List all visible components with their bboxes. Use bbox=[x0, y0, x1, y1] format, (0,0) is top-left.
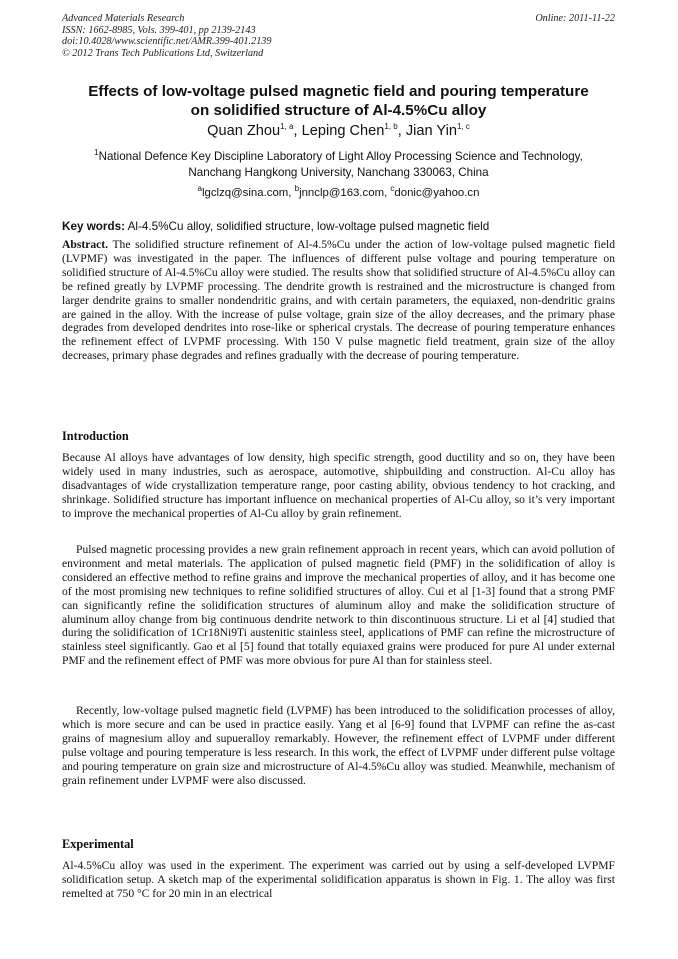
title-line-1: Effects of low-voltage pulsed magnetic field and pouring temperature bbox=[88, 83, 589, 100]
journal-name: Advanced Materials Research bbox=[62, 13, 185, 24]
affiliation-mark: 1 bbox=[94, 148, 99, 158]
title-line-2: on solidified structure of Al-4.5%Cu alloy bbox=[190, 102, 487, 119]
experimental-paragraph-1: Al-4.5%Cu alloy was used in the experiment. The experiment was carried out by using a self-developed LVPMF solidification setup. A sketch map of the experimental solidification apparatus is shown in Fig. 1. The alloy was first remelted at 750 °C for 20 min in an electrical bbox=[62, 859, 615, 900]
author-affil-mark: 1, b bbox=[384, 122, 398, 132]
keywords bbox=[62, 220, 615, 234]
journal-header bbox=[62, 13, 615, 59]
author-name: Jian Yin bbox=[405, 123, 457, 139]
affiliation-line-1: National Defence Key Discipline Laboratory of Light Alloy Processing Science and Technology, bbox=[98, 150, 583, 163]
intro-paragraph-2: Pulsed magnetic processing provides a new grain refinement approach in recent years, which can avoid pollution of environment and metal materials. The application of pulsed magnetic field (PMF) in the solidification of alloy is considered an effective method to refine grains and improve the mechanical properties of alloy, and it has become one of the most promising new techniques to refine solidified structures of alloy. Cui et al [1-3] found that a strong PMF can significantly refine the solidification structures of aluminum alloy and make the solidification structure of aluminum alloy change from big continuous dendrite network to thin discontinuous structure. Li et al [4] studied that during the solidification of 1Cr18Ni9Ti austenitic stainless steel, applications of PMF can refine the microstructure of stainless steel significantly. Gao et al [5] found that totally equiaxed grains were produced for pure Al under external PMF and the refinement effect of PMF was more obvious for pure Al than for stainless steel. bbox=[62, 543, 615, 668]
author-affil-mark: 1, c bbox=[456, 122, 470, 132]
keywords-text: Al-4.5%Cu alloy, solidified structure, low-voltage pulsed magnetic field bbox=[125, 220, 490, 233]
email-mark: c bbox=[390, 184, 395, 194]
online-date: Online: 2011-11-22 bbox=[535, 13, 615, 24]
affiliation bbox=[62, 149, 615, 180]
section-heading-introduction: Introduction bbox=[62, 429, 129, 443]
author-affil-mark: 1, a bbox=[280, 122, 294, 132]
doi-line: doi:10.4028/www.scientific.net/AMR.399-401.2139 bbox=[62, 36, 272, 48]
affiliation-line-2: Nanchang Hangkong University, Nanchang 330063, China bbox=[188, 165, 489, 179]
abstract-label: Abstract. bbox=[62, 238, 109, 251]
email-link[interactable]: lgclzq@sina.com bbox=[202, 187, 289, 199]
keywords-label: Key words: bbox=[62, 220, 125, 233]
email-mark: a bbox=[197, 184, 202, 194]
email-link[interactable]: jnnclp@163.com bbox=[299, 187, 385, 199]
intro-paragraph-3: Recently, low-voltage pulsed magnetic field (LVPMF) has been introduced to the solidification processes of alloy, which is more secure and can be used in practice easily. Yang et al [6-9] found that LVPMF can refine the as-cast grains of magnesium alloy and supueralloy remarkably. However, the refinement effect of LVPMF under different pulse voltage and pouring temperature is less research. In this work, the effect of LVPMF under different pulse voltage and pouring temperature on grain size and microstructure of Al-4.5%Cu alloy was studied. Meanwhile, mechanism of grain refinement under LVPMF were also discussed. bbox=[62, 704, 615, 787]
intro-paragraph-1: Because Al alloys have advantages of low density, high specific strength, good ductility and so on, they have been widely used in many industries, such as aerospace, automotive, shipbuilding and construction. Al-Cu alloy has disadvantages of wide crystallization temperature range, poor casting ability, obvious tendency to hot cracking, and shrinkage. Solidified structure has important influence on mechanical properties of Al-Cu alloy, so it’s very important to improve the mechanical properties of Al-Cu alloy by grain refinement. bbox=[62, 451, 615, 520]
abstract-text: The solidified structure refinement of Al-4.5%Cu under the action of low-voltage pulsed magnetic field (LVPMF) was investigated in the paper. The influences of different pulse voltage and pouring temperature on solidified structure of Al-4.5%Cu alloy were studied. The results show that solidified structure of Al-4.5%Cu alloy can be refined greatly by LVPMF processing. The dendrite growth is restrained and the microstructure is changed from larger dendrite grains to smaller nondendritic grains, and with certain parameters, the equiaxed, non-dendritic grains are gained in the alloy. With the increase of pulse voltage, grain size of the alloy decreases, and the primary phase degrades from developed dendrites into rose-like or spherical crystals. The decrease of pouring temperature enhances the refinement effect of LVPMF processing. With 150 V pulse magnetic field treatment, grain size of the alloy decreases, primary phase degrades and refines gradually with the decrease of pouring temperature. bbox=[62, 238, 615, 363]
section-heading-experimental: Experimental bbox=[62, 837, 134, 851]
email-mark: b bbox=[294, 184, 300, 194]
email-link[interactable]: donic@yahoo.cn bbox=[394, 187, 480, 199]
email-list: $^a$lgclzq@sina.com, $^b$jnnclp@163.com, $^c$donic@yahoo.cn bbox=[197, 184, 480, 199]
issn-line: ISSN: 1662-8985, Vols. 399-401, pp 2139-2143 bbox=[62, 24, 256, 36]
paper-title bbox=[62, 82, 615, 120]
author-list: Quan Zhou$^{1, a}$, Leping Chen$^{1, b}$, Jian Yin$^{1, c}$ bbox=[207, 122, 470, 139]
author-name: Leping Chen bbox=[301, 123, 385, 139]
copyright-line: © 2012 Trans Tech Publications Ltd, Switzerland bbox=[62, 47, 264, 59]
author-name: Quan Zhou bbox=[207, 123, 281, 139]
abstract bbox=[62, 238, 615, 363]
